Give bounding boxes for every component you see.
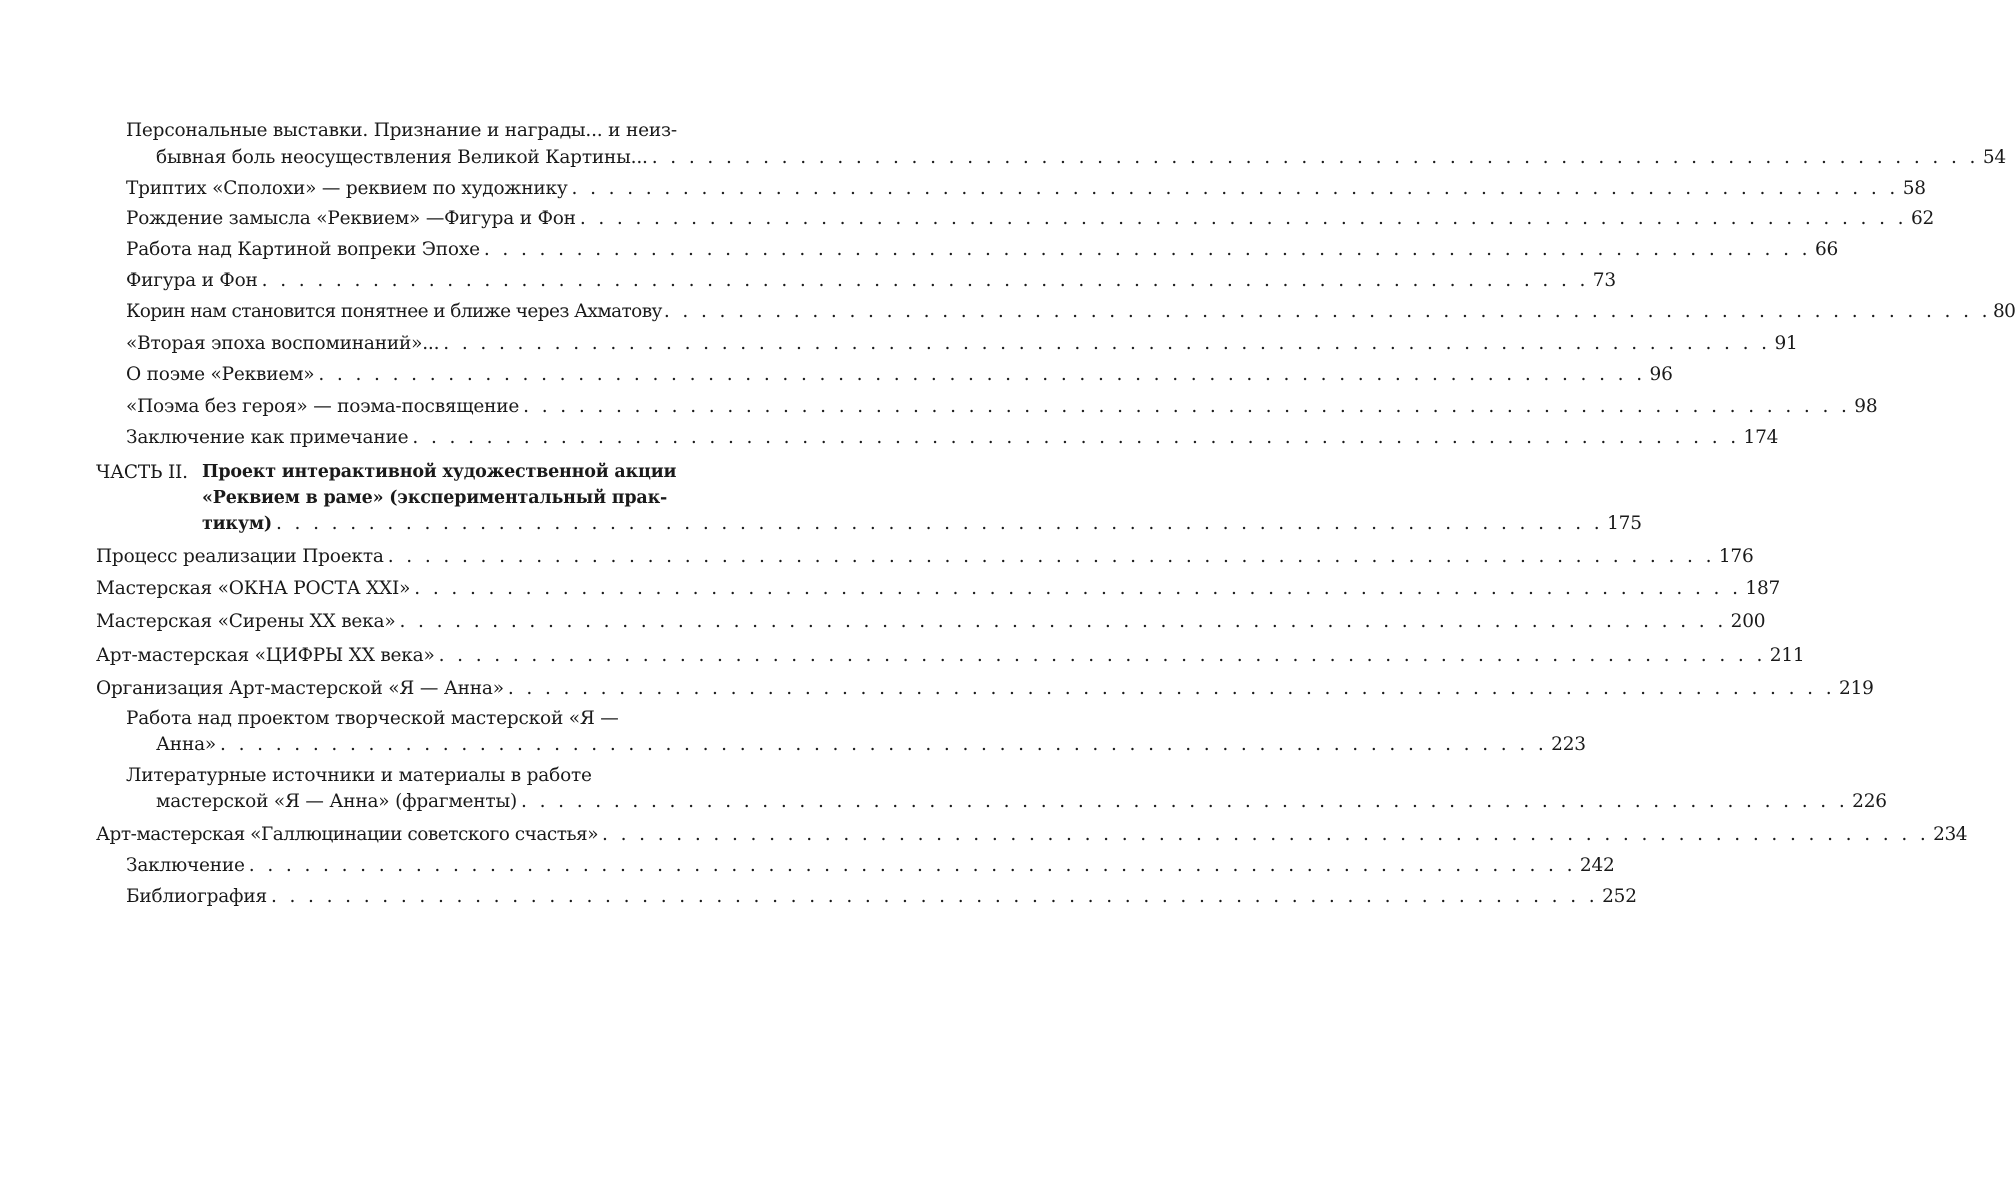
toc-entry-title: Фигура и Фон: [126, 270, 258, 291]
part-label: ЧАСТЬ II.: [96, 462, 188, 483]
toc-entry-lastline: [96, 642, 1805, 669]
toc-entry-lastline: [126, 298, 2015, 325]
toc-leader-dots: . . . . . . . . . . . . . . . . . . . . . . . . . . . . . . . . . . . . . . . . . . . . . . . . . . . . . . . . . . . . . . . . . . . . . . . .: [523, 396, 1851, 417]
toc-page-number: 98: [1854, 396, 1878, 417]
toc-leader-dots: . . . . . . . . . . . . . . . . . . . . . . . . . . . . . . . . . . . . . . . . . . . . . . . . . . . . . . . . . . . . . . . . . . . . . . . .: [412, 427, 1740, 448]
toc-entry-lastline: [126, 267, 1616, 294]
toc-entry-title: Мастерская «ОКНА РОСТА XXI»: [96, 578, 411, 599]
toc-leader-dots: . . . . . . . . . . . . . . . . . . . . . . . . . . . . . . . . . . . . . . . . . . . . . . . . . . . . . . . . . . . . . . . . . . . . . . . .: [387, 546, 1715, 567]
toc-page-number: 96: [1649, 364, 1673, 385]
toc-page-number: 226: [1852, 791, 1887, 812]
toc-entry-title: Арт-мастерская «Галлюцинации советского счастья»: [96, 824, 599, 845]
toc-entry-lastline: [126, 205, 1935, 232]
toc-page-number: 58: [1902, 178, 1926, 199]
toc-page-number: 175: [1607, 513, 1642, 534]
toc-entry-title: Рождение замысла «Реквием» —Фигура и Фон: [126, 208, 576, 229]
part-title-end: тикум): [202, 514, 272, 534]
toc-leader-dots: . . . . . . . . . . . . . . . . . . . . . . . . . . . . . . . . . . . . . . . . . . . . . . . . . . . . . . . . . . . . . . . . . . . . . . . .: [651, 147, 1979, 168]
toc-page-number: 66: [1814, 239, 1839, 260]
toc-leader-dots: . . . . . . . . . . . . . . . . . . . . . . . . . . . . . . . . . . . . . . . . . . . . . . . . . . . . . . . . . . . . . . . . . . . . . . . .: [399, 611, 1727, 632]
toc-entry-lastline: [126, 883, 1637, 910]
toc-entry-title: Заключение как примечание: [126, 427, 409, 448]
toc-page-number: 174: [1743, 427, 1779, 448]
toc-page-number: 62: [1910, 208, 1935, 229]
toc-entry-title: Процесс реализации Проекта: [96, 546, 384, 567]
toc-leader-dots: . . . . . . . . . . . . . . . . . . . . . . . . . . . . . . . . . . . . . . . . . . . . . . . . . . . . . . . . . . . . . . . . . . . . . . . .: [483, 239, 1811, 260]
toc-entry-lastline: [126, 393, 1878, 420]
toc-leader-dots: . . . . . . . . . . . . . . . . . . . . . . . . . . . . . . . . . . . . . . . . . . . . . . . . . . . . . . . . . . . . . . . . . . . . . . . .: [663, 301, 1991, 322]
toc-entry-title: «Вторая эпоха воспоминаний»...: [126, 333, 440, 354]
toc-page-number: 73: [1592, 270, 1616, 291]
toc-entry-lastline: [202, 510, 1642, 537]
toc-page-number: 223: [1551, 734, 1586, 755]
toc-page-number: 242: [1579, 855, 1615, 876]
toc-leader-dots: . . . . . . . . . . . . . . . . . . . . . . . . . . . . . . . . . . . . . . . . . . . . . . . . . . . . . . . . . . . . . . . . . . . . . . . .: [579, 208, 1907, 229]
toc-entry-lastline: [96, 543, 1754, 570]
toc-entry-title: Триптих «Сполохи» — реквием по художнику: [126, 178, 568, 199]
toc-entry-lastline: [96, 821, 1967, 848]
toc-page-number: 200: [1730, 611, 1766, 632]
toc-entry-lastline: [96, 575, 1781, 602]
toc-entry-lastline: [126, 330, 1798, 357]
toc-leader-dots: . . . . . . . . . . . . . . . . . . . . . . . . . . . . . . . . . . . . . . . . . . . . . . . . . . . . . . . . . . . . . . . . . . . . . . . .: [438, 645, 1766, 666]
toc-entry-lastline: [156, 788, 1887, 815]
part-title-line: «Реквием в раме» (экспериментальный прак-: [202, 488, 668, 508]
toc-page-number: 91: [1774, 333, 1798, 354]
toc-entry-title: Анна»: [156, 734, 217, 755]
toc-leader-dots: . . . . . . . . . . . . . . . . . . . . . . . . . . . . . . . . . . . . . . . . . . . . . . . . . . . . . . . . . . . . . . . . . . . . . . . .: [275, 513, 1604, 534]
toc-entry-lastline: [126, 361, 1673, 388]
toc-entry-title: Корин нам становится понятнее и ближе через Ахматову: [126, 301, 662, 322]
toc-entry-lastline: [96, 608, 1766, 635]
toc-leader-dots: . . . . . . . . . . . . . . . . . . . . . . . . . . . . . . . . . . . . . . . . . . . . . . . . . . . . . . . . . . . . . . . . . . . . . . . .: [443, 333, 1771, 354]
toc-entry-title: мастерской «Я — Анна» (фрагменты): [156, 791, 518, 812]
toc-page-number: 54: [1982, 147, 2006, 168]
toc-leader-dots: . . . . . . . . . . . . . . . . . . . . . . . . . . . . . . . . . . . . . . . . . . . . . . . . . . . . . . . . . . . . . . . . . . . . . . . .: [521, 791, 1849, 812]
toc-entry-title: Библиография: [126, 886, 267, 907]
toc-page-number: 234: [1933, 824, 1967, 845]
toc-entry-title-line: Работа над проектом творческой мастерской «Я —: [126, 708, 619, 729]
toc-entry-title-line: Литературные источники и материалы в работе: [126, 765, 592, 786]
toc-page-number: 252: [1602, 886, 1637, 907]
toc-leader-dots: . . . . . . . . . . . . . . . . . . . . . . . . . . . . . . . . . . . . . . . . . . . . . . . . . . . . . . . . . . . . . . . . . . . . . . . .: [270, 886, 1599, 907]
toc-entry-title: Заключение: [126, 855, 245, 876]
toc-entry-title: Работа над Картиной вопреки Эпохе: [126, 239, 480, 260]
toc-entry-title: «Поэма без героя» — поэма-посвящение: [126, 396, 520, 417]
toc-entry-title: Мастерская «Сирены XX века»: [96, 611, 396, 632]
toc-page-number: 187: [1745, 578, 1781, 599]
toc-entry-lastline: [126, 175, 1926, 202]
toc-page-number: 80: [1992, 301, 2015, 322]
toc-leader-dots: . . . . . . . . . . . . . . . . . . . . . . . . . . . . . . . . . . . . . . . . . . . . . . . . . . . . . . . . . . . . . . . . . . . . . . . .: [248, 855, 1576, 876]
toc-leader-dots: . . . . . . . . . . . . . . . . . . . . . . . . . . . . . . . . . . . . . . . . . . . . . . . . . . . . . . . . . . . . . . . . . . . . . . . .: [571, 178, 1899, 199]
toc-entry-title: бывная боль неосуществления Великой Картины...: [156, 147, 648, 168]
toc-leader-dots: . . . . . . . . . . . . . . . . . . . . . . . . . . . . . . . . . . . . . . . . . . . . . . . . . . . . . . . . . . . . . . . . . . . . . . . .: [261, 270, 1589, 291]
part-title-line: Проект интерактивной художественной акции: [202, 462, 677, 482]
toc-page-number: 176: [1718, 546, 1754, 567]
toc-leader-dots: . . . . . . . . . . . . . . . . . . . . . . . . . . . . . . . . . . . . . . . . . . . . . . . . . . . . . . . . . . . . . . . . . . . . . . . .: [507, 678, 1835, 699]
toc-leader-dots: . . . . . . . . . . . . . . . . . . . . . . . . . . . . . . . . . . . . . . . . . . . . . . . . . . . . . . . . . . . . . . . . . . . . . . . .: [602, 824, 1930, 845]
toc-page-number: 211: [1769, 645, 1805, 666]
toc-leader-dots: . . . . . . . . . . . . . . . . . . . . . . . . . . . . . . . . . . . . . . . . . . . . . . . . . . . . . . . . . . . . . . . . . . . . . . . .: [414, 578, 1742, 599]
toc-entry-lastline: [156, 731, 1586, 758]
toc-entry-lastline: [96, 675, 1874, 702]
toc-entry-lastline: [126, 424, 1779, 451]
toc-entry-lastline: [126, 852, 1615, 879]
toc-leader-dots: . . . . . . . . . . . . . . . . . . . . . . . . . . . . . . . . . . . . . . . . . . . . . . . . . . . . . . . . . . . . . . . . . . . . . . . .: [220, 734, 1548, 755]
toc-entry-title-line: Персональные выставки. Признание и награды... и неиз-: [126, 120, 677, 141]
toc-entry-lastline: [126, 236, 1839, 263]
toc-leader-dots: . . . . . . . . . . . . . . . . . . . . . . . . . . . . . . . . . . . . . . . . . . . . . . . . . . . . . . . . . . . . . . . . . . . . . . . .: [318, 364, 1646, 385]
toc-entry-lastline: [156, 144, 2006, 171]
toc-entry-title: О поэме «Реквием»: [126, 364, 315, 385]
toc-entry-title: Арт-мастерская «ЦИФРЫ XX века»: [96, 645, 435, 666]
toc-entry-title: Организация Арт-мастерской «Я — Анна»: [96, 678, 504, 699]
toc-page-number: 219: [1839, 678, 1874, 699]
